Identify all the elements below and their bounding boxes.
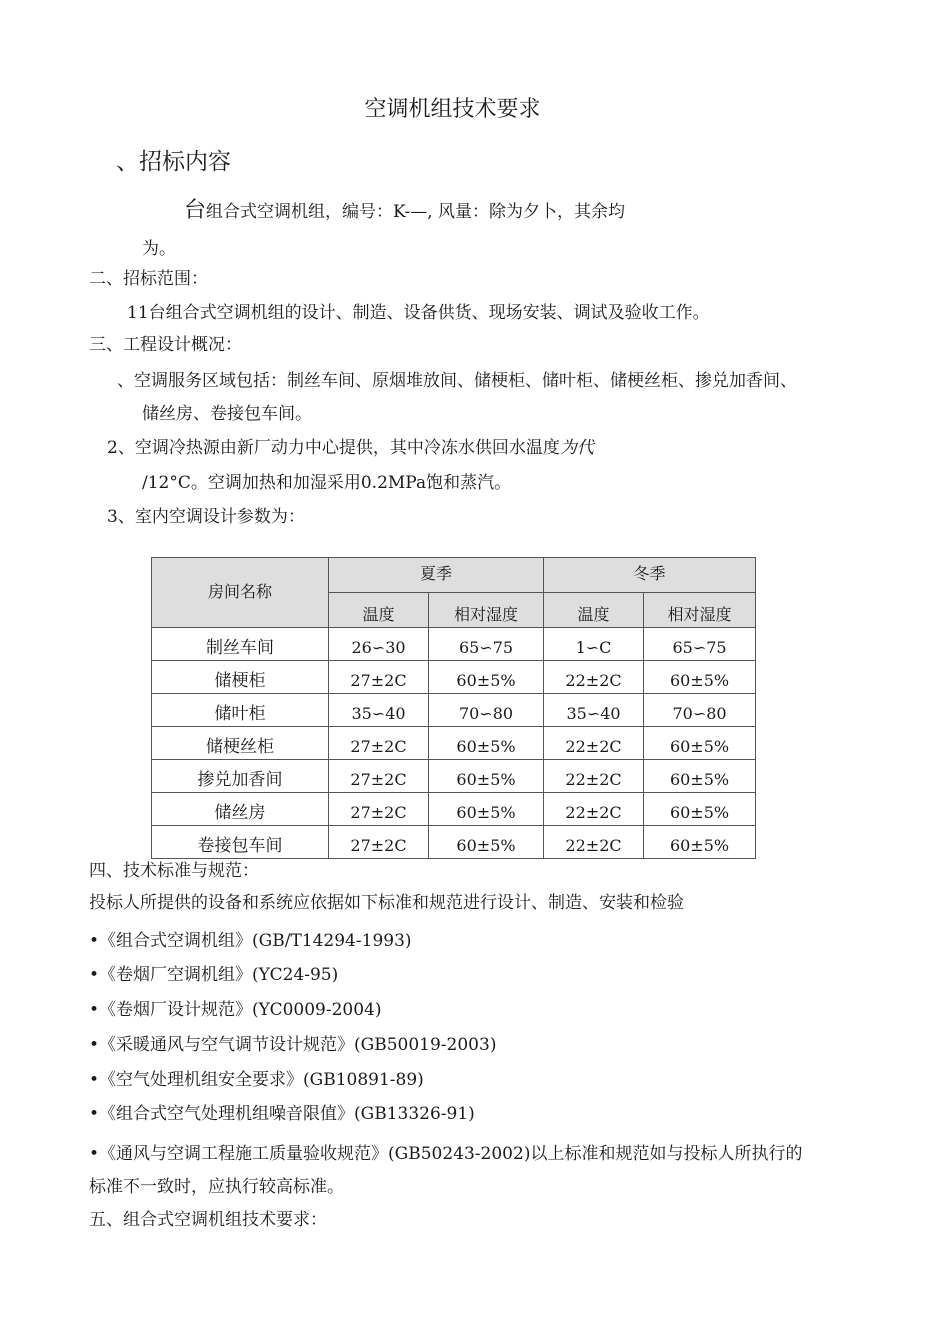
table-row <box>152 727 756 760</box>
summer-temp-cell: 27±2C <box>329 826 429 859</box>
summer-temp-cell: 27±2C <box>329 661 429 694</box>
section-3-item-2-line-2: /12°C。空调加热和加湿采用0.2MPa饱和蒸汽。 <box>142 473 512 493</box>
winter-temp-cell: 22±2C <box>544 826 644 859</box>
room-name-cell: 储梗柜 <box>152 661 329 694</box>
room-name-cell: 制丝车间 <box>152 628 329 661</box>
winter-temp-cell: 22±2C <box>544 727 644 760</box>
section-1-heading: 、招标内容 <box>116 149 231 175</box>
summer-temp-header: 温度 <box>329 593 429 628</box>
summer-temp-cell: 27±2C <box>329 760 429 793</box>
summer-rh-cell: 60±5% <box>429 661 544 694</box>
standard-item: •《空气处理机组安全要求》(GB10891-89) <box>89 1070 424 1090</box>
winter-rh-cell: 70∽80 <box>644 694 756 727</box>
room-name-cell: 储梗丝柜 <box>152 727 329 760</box>
summer-temp-cell: 27±2C <box>329 727 429 760</box>
winter-temp-cell: 22±2C <box>544 760 644 793</box>
section-3-item-1-line-1: 、空调服务区域包括：制丝车间、原烟堆放间、储梗柜、储叶柜、储梗丝柜、掺兑加香间、 <box>117 371 797 391</box>
section-3-item-1-line-2: 储丝房、卷接包车间。 <box>142 404 312 424</box>
winter-header: 冬季 <box>544 558 756 593</box>
winter-temp-header: 温度 <box>544 593 644 628</box>
table-row <box>152 694 756 727</box>
winter-rh-cell: 60±5% <box>644 661 756 694</box>
summer-temp-cell: 27±2C <box>329 793 429 826</box>
winter-temp-cell: 35∽40 <box>544 694 644 727</box>
summer-rh-cell: 65∽75 <box>429 628 544 661</box>
summer-rh-cell: 60±5% <box>429 727 544 760</box>
summer-temp-cell: 26∽30 <box>329 628 429 661</box>
section-1-line-1-text: 组合式空调机组，编号：K-—, 风量：除为夕卜，其余均 <box>206 202 626 222</box>
section-3-item-2-line-1 <box>107 437 594 459</box>
section-3-item-2-italic: 为代 <box>559 438 594 458</box>
section-4-heading: 四、技术标准与规范： <box>89 861 259 881</box>
section-4-intro: 投标人所提供的设备和系统应依据如下标准和规范进行设计、制造、安装和检验 <box>89 893 684 913</box>
table-row <box>152 760 756 793</box>
document-title: 空调机组技术要求 <box>364 97 541 122</box>
section-1-line-2: 为。 <box>142 239 176 259</box>
table-row <box>152 628 756 661</box>
table-row <box>152 793 756 826</box>
standard-item: •《组合式空调机组》(GB/T14294-1993) <box>89 931 412 951</box>
standard-item: •《采暖通风与空气调节设计规范》(GB50019-2003) <box>89 1035 497 1055</box>
section-1-big-char: 台 <box>184 198 207 223</box>
standard-item: •《卷烟厂空调机组》(YC24-95) <box>89 965 339 985</box>
summer-rh-cell: 70∽80 <box>429 694 544 727</box>
winter-rh-cell: 60±5% <box>644 727 756 760</box>
room-name-cell: 储丝房 <box>152 793 329 826</box>
winter-rh-cell: 60±5% <box>644 826 756 859</box>
table-row <box>152 661 756 694</box>
room-name-cell: 储叶柜 <box>152 694 329 727</box>
standard-item-last-line-2: 标准不一致时，应执行较高标准。 <box>89 1177 344 1197</box>
winter-temp-cell: 22±2C <box>544 661 644 694</box>
section-1-line-1 <box>184 200 625 223</box>
standard-item: •《卷烟厂设计规范》(YC0009-2004) <box>89 1000 382 1020</box>
summer-rh-cell: 60±5% <box>429 826 544 859</box>
standard-item: •《组合式空气处理机组噪音限值》(GB13326-91) <box>89 1104 475 1124</box>
winter-rh-cell: 60±5% <box>644 793 756 826</box>
winter-rh-cell: 65∽75 <box>644 628 756 661</box>
winter-temp-cell: 1∽C <box>544 628 644 661</box>
section-2-body: 11台组合式空调机组的设计、制造、设备供货、现场安装、调试及验收工作。 <box>127 303 710 323</box>
standard-item-last-line-1: •《通风与空调工程施工质量验收规范》(GB50243-2002)以上标准和规范如与投标人所执行的 <box>89 1144 803 1164</box>
summer-temp-cell: 35∽40 <box>329 694 429 727</box>
room-name-cell: 掺兑加香间 <box>152 760 329 793</box>
winter-temp-cell: 22±2C <box>544 793 644 826</box>
section-5-heading: 五、组合式空调机组技术要求： <box>89 1210 327 1230</box>
winter-rh-cell: 60±5% <box>644 760 756 793</box>
design-parameters-table <box>151 557 756 859</box>
summer-rh-header: 相对湿度 <box>429 593 544 628</box>
section-3-item-3: 3、室内空调设计参数为： <box>107 507 305 527</box>
section-3-heading: 三、工程设计概况： <box>89 335 242 355</box>
section-3-item-2-text: 2、空调冷热源由新厂动力中心提供，其中冷冻水供回水温度 <box>107 438 560 458</box>
section-2-heading: 二、招标范围： <box>89 269 208 289</box>
summer-rh-cell: 60±5% <box>429 760 544 793</box>
room-name-cell: 卷接包车间 <box>152 826 329 859</box>
room-name-header: 房间名称 <box>152 558 329 628</box>
summer-header: 夏季 <box>329 558 544 593</box>
summer-rh-cell: 60±5% <box>429 793 544 826</box>
winter-rh-header: 相对湿度 <box>644 593 756 628</box>
table-row <box>152 826 756 859</box>
table-header-row-1 <box>152 558 756 593</box>
